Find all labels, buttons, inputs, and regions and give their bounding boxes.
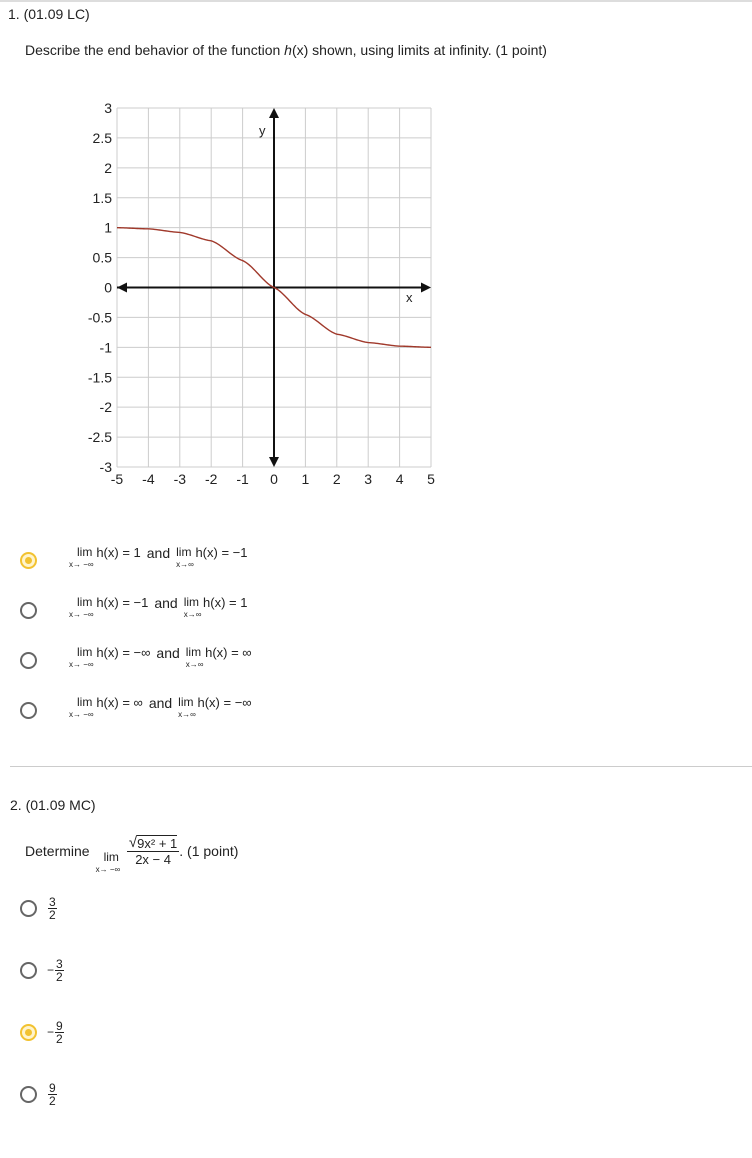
radio-button[interactable] <box>20 652 37 669</box>
q2-suffix: . (1 point) <box>179 842 239 859</box>
y-tick-label: -2.5 <box>87 429 112 446</box>
q2-choice-4[interactable] <box>20 1079 57 1109</box>
x-tick-label: -2 <box>204 471 218 487</box>
x-axis-label: x <box>406 290 413 305</box>
question-2-prompt <box>25 834 239 874</box>
choice-fraction <box>48 896 57 921</box>
lim-sub: x→∞ <box>185 660 204 669</box>
prompt-var: (x) <box>291 42 309 58</box>
lim-sub: x→ −∞ <box>69 660 94 669</box>
lim-word: lim <box>77 645 93 659</box>
x-tick-label: 2 <box>332 471 341 487</box>
prompt-text-post: shown, using limits at infinity. (1 point) <box>308 42 547 58</box>
limit-right <box>183 595 202 619</box>
y-tick-label: -1.5 <box>87 369 112 386</box>
y-tick-label: -2 <box>99 399 112 416</box>
function-graph <box>0 0 752 500</box>
y-tick-label: 3 <box>104 100 112 116</box>
limit-left <box>69 645 94 669</box>
x-tick-label: -4 <box>142 471 155 487</box>
determine-label: Determine <box>25 842 90 859</box>
fraction-numerator: 9 <box>49 1080 56 1095</box>
y-tick-label: 2.5 <box>92 129 112 146</box>
fraction-numerator: 9 <box>56 1018 63 1033</box>
limit-left-expr: h(x) = −1 <box>96 595 149 610</box>
limit-right-expr: h(x) = −∞ <box>197 695 252 710</box>
lim-word: lim <box>178 695 194 709</box>
lim-word: lim <box>77 545 93 559</box>
x-tick-label: -5 <box>110 471 124 487</box>
lim-sub: x→∞ <box>176 560 194 569</box>
limit-left-expr: h(x) = ∞ <box>96 695 143 710</box>
question-2-number: 2. (01.09 MC) <box>10 797 96 813</box>
lim-word: lim <box>77 695 93 709</box>
lim-sub: x→∞ <box>178 710 196 719</box>
sign: − <box>47 1025 55 1039</box>
and-word: and <box>148 695 173 711</box>
choice-fraction <box>55 958 64 983</box>
radio-button[interactable] <box>20 702 37 719</box>
y-tick-labels <box>88 100 112 475</box>
radio-button[interactable] <box>20 1086 37 1103</box>
question-1-number: 1. (01.09 LC) <box>8 6 90 22</box>
limit-right-expr: h(x) = −1 <box>195 545 248 560</box>
x-tick-label: -1 <box>236 471 249 487</box>
choice-math <box>57 695 252 725</box>
choice-math <box>57 545 247 575</box>
fraction-denominator: 2 <box>56 1031 63 1046</box>
q2-choice-2[interactable] <box>20 955 64 985</box>
limit-left <box>69 695 94 719</box>
limit-left-expr: h(x) = 1 <box>96 545 141 560</box>
y-tick-label: -1 <box>99 339 112 356</box>
prompt-func: h <box>284 42 292 58</box>
q2-choice-1[interactable] <box>20 893 57 923</box>
radio-button[interactable] <box>20 602 37 619</box>
radio-button[interactable] <box>20 900 37 917</box>
lim-sub: x→ −∞ <box>69 560 94 569</box>
x-tick-label: 5 <box>427 471 435 487</box>
and-word: and <box>146 545 171 561</box>
q2-numerator <box>127 834 179 852</box>
q2-lim-sub: x→ −∞ <box>95 864 121 874</box>
y-tick-label: 2 <box>104 159 112 176</box>
prompt-text-pre: Describe the end behavior of the function <box>25 42 285 58</box>
x-tick-label: 4 <box>395 471 404 487</box>
q2-choice-3[interactable] <box>20 1017 64 1047</box>
lim-word: lim <box>183 595 200 609</box>
sqrt-icon: √ <box>128 834 138 851</box>
lim-sub: x→ −∞ <box>69 710 94 719</box>
lim-sub: x→∞ <box>183 610 202 619</box>
x-tick-label: 1 <box>301 471 310 487</box>
choice-fraction-wrap <box>47 896 57 921</box>
y-tick-label: 0.5 <box>92 249 112 266</box>
y-tick-label: -0.5 <box>87 309 112 326</box>
choice-fraction-wrap <box>47 1020 64 1045</box>
limit-right <box>185 645 204 669</box>
lim-word: lim <box>185 645 202 659</box>
y-tick-label: -3 <box>99 459 112 475</box>
x-tick-label: -3 <box>173 471 187 487</box>
limit-right <box>176 545 194 569</box>
lim-sub: x→ −∞ <box>69 610 94 619</box>
q2-denominator: 2x − 4 <box>135 852 171 867</box>
q1-choice-2[interactable] <box>20 595 248 622</box>
y-axis-arrow-down <box>269 457 279 467</box>
q2-limit <box>95 849 121 874</box>
limit-left <box>69 545 94 569</box>
fraction-numerator: 3 <box>56 956 63 971</box>
x-tick-labels <box>111 471 435 487</box>
y-axis-label: y <box>259 123 266 138</box>
lim-word: lim <box>176 545 192 559</box>
choice-fraction-wrap <box>47 958 64 983</box>
radio-button[interactable] <box>20 962 37 979</box>
and-word: and <box>154 595 178 611</box>
choice-fraction <box>55 1020 64 1045</box>
radio-button[interactable] <box>20 1024 37 1041</box>
q2-lim-word: lim <box>103 849 119 864</box>
fraction-numerator: 3 <box>49 894 56 909</box>
x-axis-arrow-right <box>421 283 431 293</box>
x-tick-label: 3 <box>364 471 373 487</box>
y-axis-arrow-up <box>269 108 279 118</box>
x-tick-label: 0 <box>270 471 278 487</box>
radio-button[interactable] <box>20 552 37 569</box>
choice-math <box>57 595 247 625</box>
sign: − <box>47 963 55 977</box>
q1-choice-4[interactable] <box>20 695 252 722</box>
and-word: and <box>156 645 180 661</box>
limit-right-expr: h(x) = ∞ <box>205 645 252 660</box>
y-tick-label: 1 <box>104 219 112 236</box>
limit-right <box>178 695 196 719</box>
question-separator <box>10 766 752 767</box>
limit-left <box>69 595 94 619</box>
fraction-denominator: 2 <box>49 907 56 922</box>
fraction-denominator: 2 <box>49 1093 56 1108</box>
limit-right-expr: h(x) = 1 <box>203 595 248 610</box>
choice-math <box>57 645 252 675</box>
q1-choice-1[interactable] <box>20 545 248 572</box>
lim-word: lim <box>77 595 93 609</box>
limit-left-expr: h(x) = −∞ <box>96 645 151 660</box>
x-axis-arrow-left <box>117 283 127 293</box>
q2-fraction <box>127 834 179 867</box>
q1-choice-3[interactable] <box>20 645 252 672</box>
q2-radicand: 9x² + 1 <box>137 836 178 851</box>
fraction-denominator: 2 <box>56 969 63 984</box>
choice-fraction <box>48 1082 57 1107</box>
y-tick-label: 0 <box>104 279 112 296</box>
y-tick-label: 1.5 <box>92 189 112 206</box>
choice-fraction-wrap <box>47 1082 57 1107</box>
